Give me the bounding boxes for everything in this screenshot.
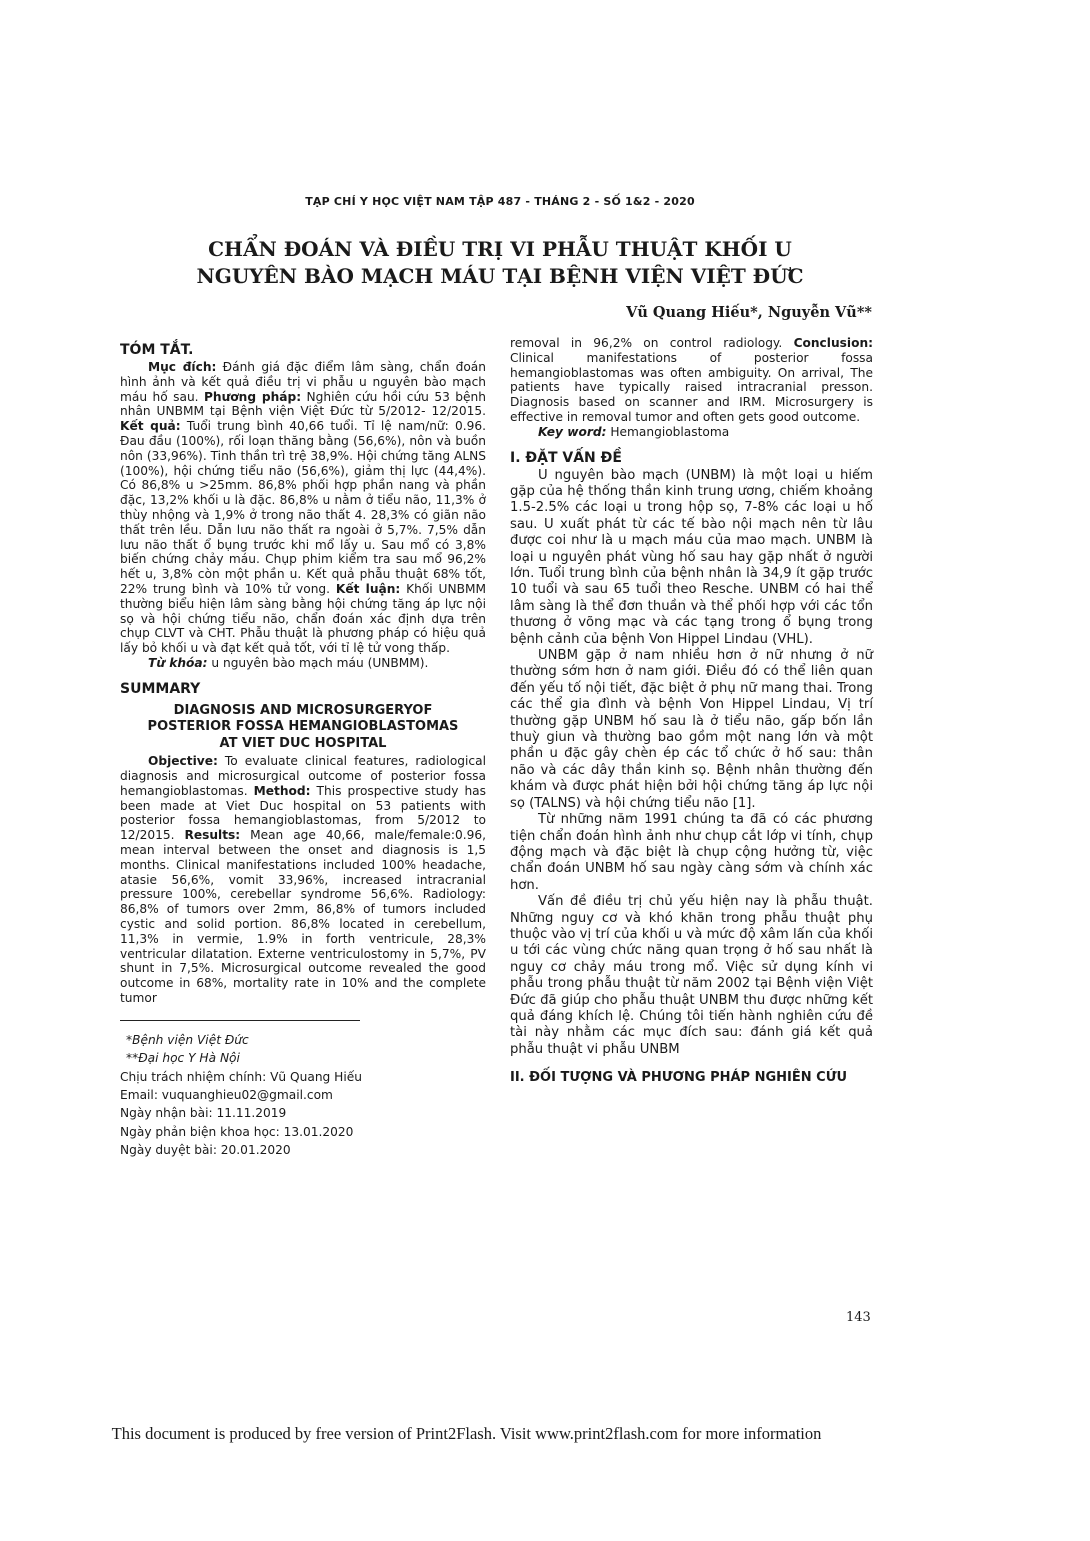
print2flash-footer: This document is produced by free version of Print2Flash. Visit www.print2flash.com for more information <box>111 1424 822 1443</box>
text-continued: removal in 96,2% on control radiology. <box>510 336 794 350</box>
footnote-divider <box>120 1020 360 1021</box>
section-1-paragraph-2: UNBM gặp ở nam nhiều hơn ở nữ nhưng ở nữ thường sớm hơn ở nam giới. Điều đó có thể liên quan đến yếu tố nội tiết, đặc biệt ở phụ nữ mang thai. Trong các thể gia đình và bệnh Von Hippel Lindau, Vị trí thường gặp UNBM hố sau là ở tiểu não, gấp bốn lần thuỳ giun và thường bao gồm một nang lớn và một phần u đặc gây chèn ép các tổ chức ở hố sau: thân não và các dây thần kinh sọ. Bệnh nhân thường đến khám và được phát hiện bởi hội chứng tăng áp lực nội sọ (TALNS) và hội chứng tiểu não [1]. <box>510 648 873 811</box>
date-received: Ngày nhận bài: 11.11.2019 <box>120 1106 287 1121</box>
journal-header: TẠP CHÍ Y HỌC VIỆT NAM TẬP 487 - THÁNG 2 - SỐ 1&2 - 2020 <box>305 195 695 208</box>
text-ket-qua: Tuổi trung bình 40,66 tuổi. Tỉ lệ nam/nữ: 0.96. Đau đầu (100%), rối loạn thăng bằng (56,6%), nôn và buồn nôn (33,96%). Tinh thần trì trệ 38,9%. Hội chứng tăng ALNS (100%), hội chứng tiểu não (56,6%), giảm thị lực (44,4%). Có 86,8% u >25mm. 86,8% phối hợp phần nang và phần đặc, 13,2% khối u là đặc. 86,8% u nằm ở tiểu não, 11,3% ở thùy nhộng và 1,9% ở trong não thất 4. 28,3% có giãn não thất trên lều. Dẫn lưu não thất ra ngoài ở 5,7%. 7,5% dẫn lưu não thất ổ bụng trước khi mổ lấy u. Sau mổ có 3,8% biến chứng chảy máu. Chụp phim kiểm tra sau mổ 96,2% hết u, 3,8% còn một phần u. Kết quả phẫu thuật 68% tốt, 22% trung bình và 10% tử vong. <box>120 419 486 596</box>
left-column <box>120 336 486 1160</box>
text-phuong-phap: Nghiên cứu hồi cứu 53 bệnh nhân UNBMM tại Bệnh viện Việt Đức từ 5/2012- 12/2015. <box>120 389 486 419</box>
section-1-paragraph-4: Vấn đề điều trị chủ yếu hiện nay là phẫu thuật. Những nguy cơ và khó khăn trong phẫu thuật phụ thuộc vào vị trí của khối u và mức độ xâm lấn của khối u tới các vùng chức năng quan trọng ở hố sau nhất là nguy cơ chảy máu trong mổ. Việc sử dụng kính vi phẫu trong phẫu thuật từ năm 2002 tại Bệnh viện Việt Đức đã giúp cho phẫu thuật UNBM thu được những kết quả đáng khích lệ. Chúng tôi tiến hành nghiên cứu đề tài này nhằm các mục đích sau: đánh giá kết quả phẫu thuật vi phẫu UNBM <box>510 894 873 1057</box>
date-approved: Ngày duyệt bài: 20.01.2020 <box>120 1143 291 1158</box>
abstract-heading: TÓM TẮT. <box>120 342 194 358</box>
responsible-author: Chịu trách nhiệm chính: Vũ Quang Hiếu <box>120 1069 362 1084</box>
abstract-english <box>120 754 486 1006</box>
text-keyword: Hemangioblastoma <box>606 424 730 439</box>
label-tu-khoa: Từ khóa: <box>148 655 208 670</box>
abstract-vietnamese <box>120 360 486 656</box>
label-ket-qua: Kết quả: <box>120 419 181 434</box>
label-ket-luan: Kết luận: <box>335 581 401 596</box>
label-keyword: Key word: <box>538 424 607 439</box>
section-1-paragraph-3: Từ những năm 1991 chúng ta đã có các phương tiện chẩn đoán hình ảnh như chụp cắt lớp vi tính, chụp động mạch và đặc biệt là chụp cộng hưởng từ, việc chẩn đoán UNBM hố sau ngày càng sớm và chính xác hơn. <box>510 812 873 893</box>
authors: Vũ Quang Hiếu*, Nguyễn Vũ** <box>626 304 872 321</box>
english-title-line-1: DIAGNOSIS AND MICROSURGERYOF <box>173 702 433 718</box>
text-tu-khoa: u nguyên bào mạch máu (UNBMM). <box>207 655 429 670</box>
label-objective: Objective: <box>148 754 218 769</box>
affiliation-1: *Bệnh viện Việt Đức <box>126 1032 249 1047</box>
text-ket-luan: Khối UNBMM thường biểu hiện lâm sàng bằng hội chứng tăng áp lực nội sọ và hội chứng tiểu não, chẩn đoán xác định dựa trên chụp CLVT và CHT. Phẫu thuật là phương pháp có hiệu quả lấy bỏ khối u và đạt kết quả tốt, với tỉ lệ tử vong thấp. <box>120 581 486 656</box>
right-column <box>510 336 873 1087</box>
text-results: Mean age 40,66, male/female:0.96, mean interval between the onset and diagnosis is 1,5 months. Clinical manifestations included 100% headache, atasie 56,6%, vomit 33,96%, increased intracranial pressure 100%, cerebellar syndrome 56,6%. Radiology: 86,8% of tumors over 2mm, 86,8% of tumors included cystic and solid portion. 86,8% located in cerebellum, 11,3% in vermie, 1.9% in forth ventricule, 28,3% ventricular dilatation. Externe ventriculostomy in 5,7%, PV shunt in 7,5%. Microsurgical outcome revealed the good outcome in 68%, mortality rate in 10% and the complete tumor <box>120 828 486 1005</box>
section-1-paragraph-1: U nguyên bào mạch (UNBM) là một loại u hiếm gặp của hệ thống thần kinh trung ương, chiếm khoảng 1.5-2.5% các loại u trong hộp sọ, 7-8% các loại u hố sau. U xuất phát từ các tế bào nội mạch nên từ lâu được coi như là u mạch máu của mao mạch. UNBM là loại u nguyên phát vùng hố sau hay gặp nhất ở người lớn. Tuổi trung bình của bệnh nhân là 34,9 ít gặp trước 10 tuổi và sau 65 tuổi theo Resche. UNBM có hai thể lâm sàng là thể đơn thuần và thể phối hợp với các tổn thương ở võng mạc và các tạng trong ổ bụng trong bệnh cảnh của bệnh Von Hippel Lindau (VHL). <box>510 467 873 647</box>
english-title-line-3: AT VIET DUC HOSPITAL <box>219 735 387 751</box>
label-phuong-phap: Phương pháp: <box>204 389 302 404</box>
text-muc-dich: Đánh giá đặc điểm lâm sàng, chẩn đoán hình ảnh và kết quả điều trị vi phẫu u nguyên bào mạch máu hố sau. <box>120 360 486 404</box>
section-1-heading: I. ĐẶT VẤN ĐỀ <box>510 449 622 466</box>
page-number: 143 <box>846 1310 871 1325</box>
section-2-heading: II. ĐỐI TƯỢNG VÀ PHƯƠNG PHÁP NGHIÊN CỨU <box>510 1070 848 1086</box>
text-objective: To evaluate clinical features, radiological diagnosis and microsurgical outcome of posterior fossa hemangioblastomas. <box>120 754 486 798</box>
text-method: This prospective study has been made at Viet Duc hospital on 53 patients with posterior fossa hemangioblastomas, from 5/2012 to 12/2015. <box>120 783 486 843</box>
label-muc-dich: Mục đích: <box>148 360 217 374</box>
english-title-line-2: POSTERIOR FOSSA HEMANGIOBLASTOMAS <box>147 719 459 735</box>
summary-heading: SUMMARY <box>120 680 201 697</box>
label-conclusion: Conclusion: <box>793 336 873 350</box>
paper-title-line-2: NGUYÊN BÀO MẠCH MÁU TẠI BỆNH VIỆN VIỆT ĐỨC <box>196 264 804 288</box>
keywords-english <box>510 425 873 440</box>
abstract-english-continued <box>510 336 873 425</box>
email: Email: vuquanghieu02@gmail.com <box>120 1088 333 1102</box>
label-results: Results: <box>184 828 241 843</box>
text-conclusion: Clinical manifestations of posterior fossa hemangioblastomas was often ambiguity. On arrival, The patients have typically raised intracranial presson. Diagnosis based on scanner and IRM. Microsurgery is effective in removal tumor and often gets good outcome. <box>510 350 873 424</box>
label-method: Method: <box>253 783 311 798</box>
date-reviewed: Ngày phản biện khoa học: 13.01.2020 <box>120 1124 354 1139</box>
english-title <box>120 703 486 753</box>
affiliation-2: **Đại học Y Hà Nội <box>126 1051 240 1066</box>
paper-title-line-1: CHẨN ĐOÁN VÀ ĐIỀU TRỊ VI PHẪU THUẬT KHỐI U <box>208 237 792 261</box>
keywords-vietnamese <box>120 656 486 671</box>
